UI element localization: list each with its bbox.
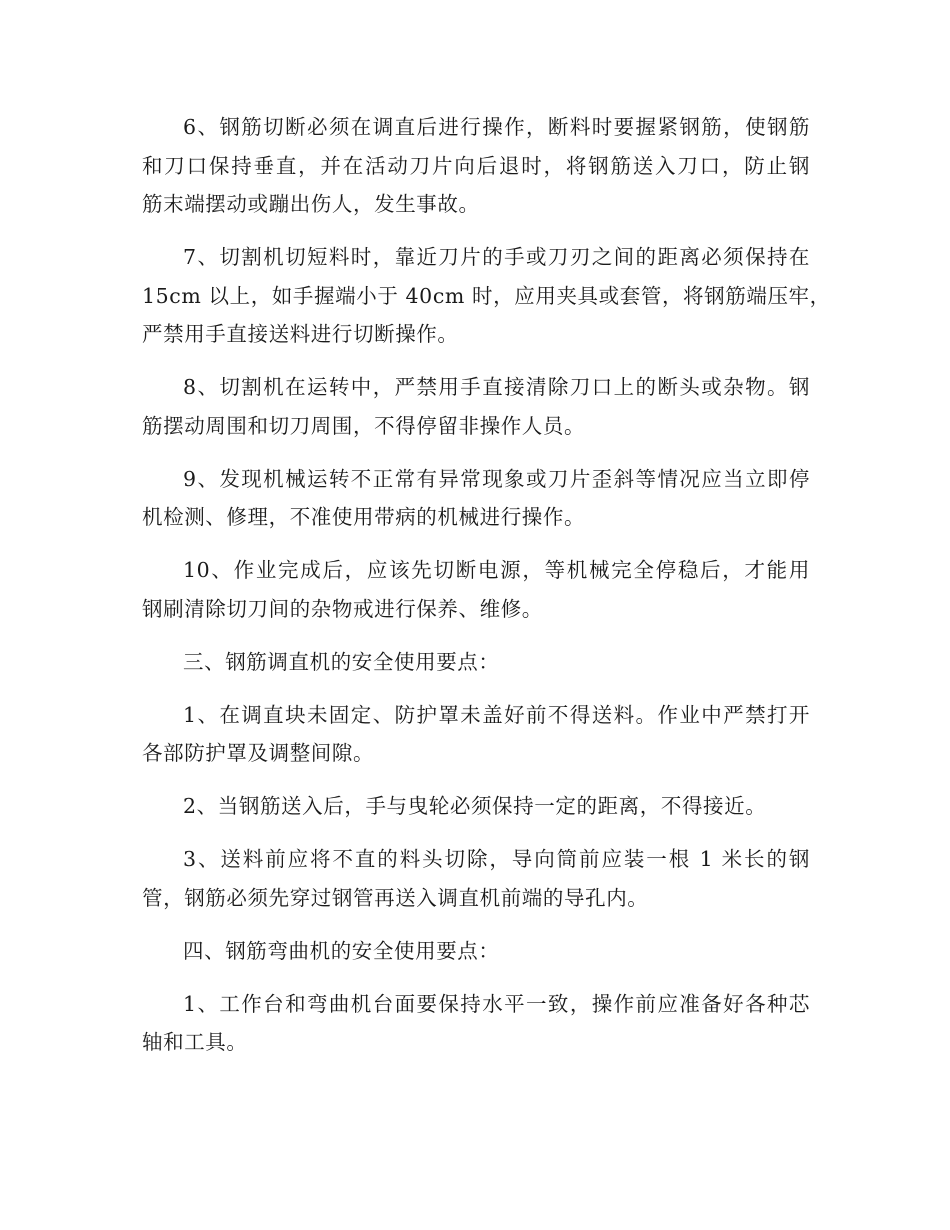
section-heading-3: 三、钢筋调直机的安全使用要点： xyxy=(183,649,500,674)
paragraph-line: 8、切割机在运转中，严禁用手直接清除刀口上的断头或杂物。钢 xyxy=(183,375,810,399)
paragraph-item-10 xyxy=(142,551,810,628)
paragraph-line: 机检测、修理，不准使用带病的机械进行操作。 xyxy=(142,505,586,529)
paragraph-item-6 xyxy=(142,108,810,224)
paragraph-line: 10、作业完成后，应该先切断电源，等机械完全停稳后，才能用 xyxy=(183,558,810,582)
paragraph-line: 钢刷清除切刀间的杂物戒进行保养、维修。 xyxy=(142,596,543,621)
paragraph-line: 和刀口保持垂直，并在活动刀片向后退时，将钢筋送入刀口，防止钢 xyxy=(142,153,810,178)
paragraph-line: 2、当钢筋送入后，手与曳轮必须保持一定的距离，不得接近。 xyxy=(183,794,767,818)
paragraph-line: 3、送料前应将不直的料头切除，导向筒前应装一根 1 米长的钢 xyxy=(183,847,810,871)
paragraph-item-7 xyxy=(142,238,831,354)
paragraph-item-3-3 xyxy=(142,840,810,917)
paragraph-line: 管，钢筋必须先穿过钢管再送入调直机前端的导孔内。 xyxy=(142,885,649,910)
paragraph-item-8 xyxy=(142,368,810,445)
paragraph-line: 严禁用手直接送料进行切断操作。 xyxy=(142,322,459,346)
paragraph-line: 7、切割机切短料时，靠近刀片的手或刀刃之间的距离必须保持在 xyxy=(183,245,810,269)
paragraph-line: 1、在调直块未固定、防护罩未盖好前不得送料。作业中严禁打开 xyxy=(183,702,810,727)
paragraph-item-4-1 xyxy=(142,985,810,1062)
paragraph-line: 9、发现机械运转不正常有异常现象或刀片歪斜等情况应当立即停 xyxy=(183,466,810,491)
section-heading-4: 四、钢筋弯曲机的安全使用要点： xyxy=(183,938,500,963)
paragraph-line: 轴和工具。 xyxy=(142,1030,248,1054)
paragraph-item-3-2 xyxy=(142,787,810,826)
paragraph-line: 筋摆动周围和切刀周围，不得停留非操作人员。 xyxy=(142,413,586,438)
paragraph-line: 各部防护罩及调整间隙。 xyxy=(142,741,375,765)
paragraph-item-9 xyxy=(142,460,810,537)
paragraph-line: 15cm 以上，如手握端小于 40cm 时，应用夹具或套管，将钢筋端压牢， xyxy=(142,283,831,308)
document-body xyxy=(142,108,831,1076)
paragraph-item-3-1 xyxy=(142,696,810,773)
paragraph-line: 6、钢筋切断必须在调直后进行操作，断料时要握紧钢筋，使钢筋 xyxy=(183,115,810,139)
paragraph-line: 1、工作台和弯曲机台面要保持水平一致，操作前应准备好各种芯 xyxy=(183,991,810,1016)
paragraph-line: 筋末端摆动或蹦出伤人，发生事故。 xyxy=(142,192,480,216)
